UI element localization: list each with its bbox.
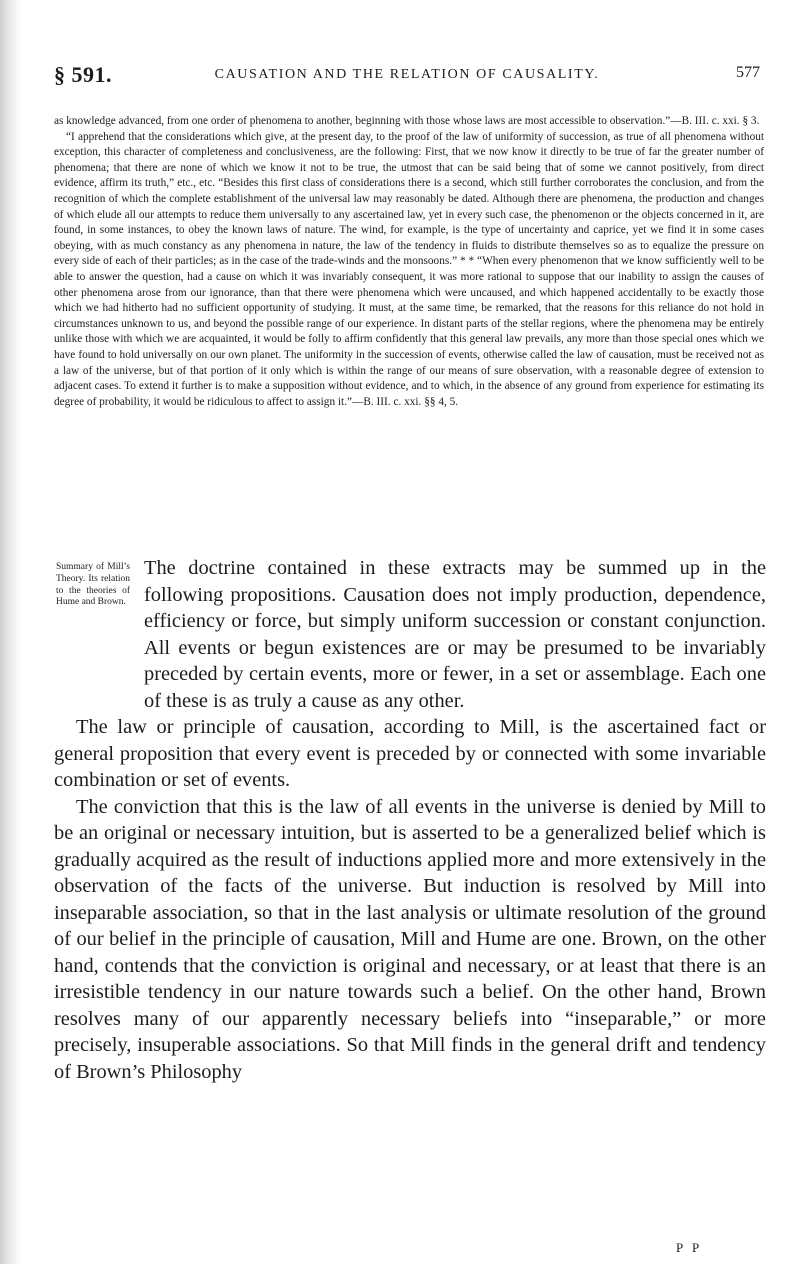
extract-paragraph: “I apprehend that the considerations which give, at the present day, to the proof of the law of uniformity of succession, as true of all phenomena without exception, this character of completeness and conclusiveness, are the following: First, that we now know it directly to be true of far the greater number of phenomena; that there are none of which we know it not to be true, the utmost that can be said being that of some we cannot positively, from direct evidence, affirm its truth,” etc., etc. “Besides this first class of considerations there is a second, which still further corroborates the conclusion, and from the recognition of which the complete establishment of the universal law may reasonably be dated. Although there are phenomena, the production and changes of which elude all our attempts to reduce them universally to any ascertained law, yet in every such case, the phenomenon or the objects concerned in it, are found, in some instances, to obey the known laws of nature. The wind, for example, is the type of uncertainty and caprice, yet we find it in some cases obeying, with as much constancy as any phenomena in nature, the law of the tendency in fluids to distribute themselves so as to equalize the pressure on every side of each of their particles; as in the case of the trade-winds and the monsoons.” * * “When every phenomenon that we know sufficiently well to be able to answer the question, had a cause on which it was invariably consequent, it was more rational to suppose that our inability to assign the causes of other phenomena arose from our ignorance, than that there were phenomena which were uncaused, and which happened accidentally to be exactly those which we had hitherto had no sufficient opportunity of studying. It must, at the same time, be remarked, that the reasons for this reliance do not hold in circumstances unknown to us, and beyond the possible range of our experience. In distant parts of the stellar regions, where the phenomena may be entirely unlike those with which we are acquainted, it would be folly to affirm confidently that this general law prevails, any more than those special ones which we have found to hold universally on our own planet. The uniformity in the succession of events, otherwise called the law of causation, must be received not as a law of the universe, but of that portion of it only which is within the range of our means of sure observation, with a reasonable degree of extension to adjacent cases. To extend it further is to make a supposition without evidence, and to which, in the absence of any ground from experience for estimating its degree of probability, it would be ridiculous to affect to assign it.”—B. III. c. xxi. §§ 4, 5. xyxy=(54,130,764,408)
page-binding-shadow xyxy=(0,0,22,1264)
section-number: § 591. xyxy=(54,62,112,87)
extract-paragraph: as knowledge advanced, from one order of phenomena to another, beginning with those whose laws are most accessible to observation.”—B. III. c. xxi. § 3. xyxy=(54,115,760,127)
main-text xyxy=(54,555,766,1085)
signature-mark: P P xyxy=(676,1240,703,1255)
body-paragraph: The conviction that this is the law of all events in the universe is denied by Mill to be an original or necessary intuition, but is asserted to be a generalized belief which is gradually acquired as the result of inductions applied more and more extensively in the observation of the facts of the universe. But induction is resolved by Mill into inseparable association, so that in the last analysis or ultimate resolution of the ground of our belief in the principle of causation, Mill and Hume are one. Brown, on the other hand, contends that the conviction is original and necessary, or at least that there is an irresistible tendency in our nature towards such a belief. On the other hand, Brown resolves many of our apparently necessary beliefs into “inseparable,” or more precisely, insuperable associations. So that Mill finds in the general drift and tendency of Brown’s Philosophy xyxy=(54,795,766,1083)
body-paragraph: The doctrine contained in these extracts may be summed up in the following propositions. Causation does not imply production, dependence, efficiency or force, but simply uniform succession or constant conjunction. All events or begun existences are or may be presumed to be invariably preceded by certain events, more or fewer, in a set or assemblage. Each one of these is as truly a cause as any other. xyxy=(144,557,766,712)
running-head xyxy=(54,62,760,92)
page-number: 577 xyxy=(736,64,760,81)
quoted-extract xyxy=(54,114,764,410)
body-paragraph: The law or principle of causation, according to Mill, is the ascertained fact or general proposition that every event is preceded by or connected with some invariable combination or set of events. xyxy=(54,716,766,791)
running-title: CAUSATION AND THE RELATION OF CAUSALITY. xyxy=(214,67,600,82)
margin-note: Summary of Mill’s Theory. Its relation to the theories of Hume and Brown. xyxy=(56,562,130,608)
